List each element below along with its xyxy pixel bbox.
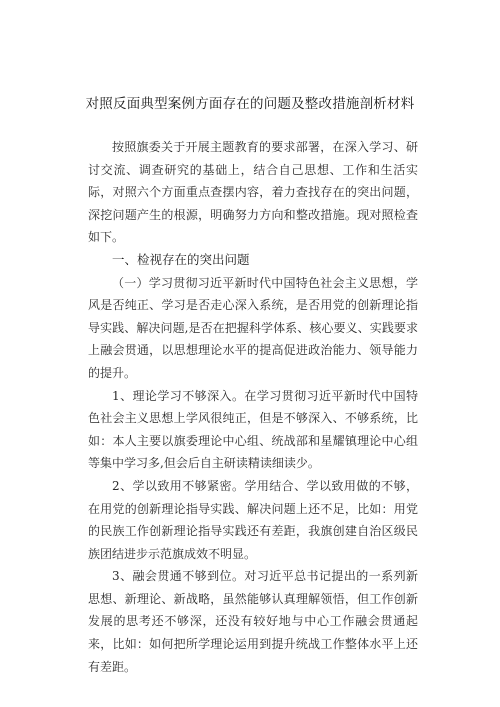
subsection-paragraph: （一）学习贯彻习近平新时代中国特色社会主义思想，学风是否纯正、学习是否走心深入系统，是否用党的创新理论指导实践、解决问题,是否在把握科学体系、核心要义、实践要求上融会贯通，以思想理论水平的提高促进政治能力、领导能力的提升。 (88, 275, 418, 380)
item-paragraph-3: 3、融会贯通不够到位。对习近平总书记提出的一系列新思想、新理论、新战略，虽然能够认真理解领悟，但工作创新发展的思考还不够深，还没有较好地与中心工作融会贯通起来，比如：如何把所学理论运用到提升统战工作整体水平上还有差距。 (88, 569, 418, 674)
intro-paragraph: 按照旗委关于开展主题教育的要求部署，在深入学习、研讨交流、调查研究的基础上，结合自己思想、工作和生活实际，对照六个方面重点查摆内容，着力查找存在的突出问题，深挖问题产生的根源，明确努力方向和整改措施。现对照检查如下。 (88, 140, 418, 245)
section-heading: 一、检视存在的突出问题 (112, 251, 250, 267)
item-paragraph-1: 1、理论学习不够深入。在学习贯彻习近平新时代中国特色社会主义思想上学风很纯正，但是不够深入、不够系统，比如：本人主要以旗委理论中心组、统战部和星耀镇理论中心组等集中学习多,但会后自主研读精读细读少。 (88, 388, 418, 471)
item-paragraph-2: 2、学以致用不够紧密。学用结合、学以致用做的不够，在用党的创新理论指导实践、解决问题上还不足，比如：用党的民族工作创新理论指导实践还有差距，我旗创建自治区级民族团结进步示范旗成效不明显。 (88, 478, 418, 561)
document-title: 对照反面典型案例方面存在的问题及整改措施剖析材料 (85, 96, 415, 112)
document-body (88, 136, 418, 678)
